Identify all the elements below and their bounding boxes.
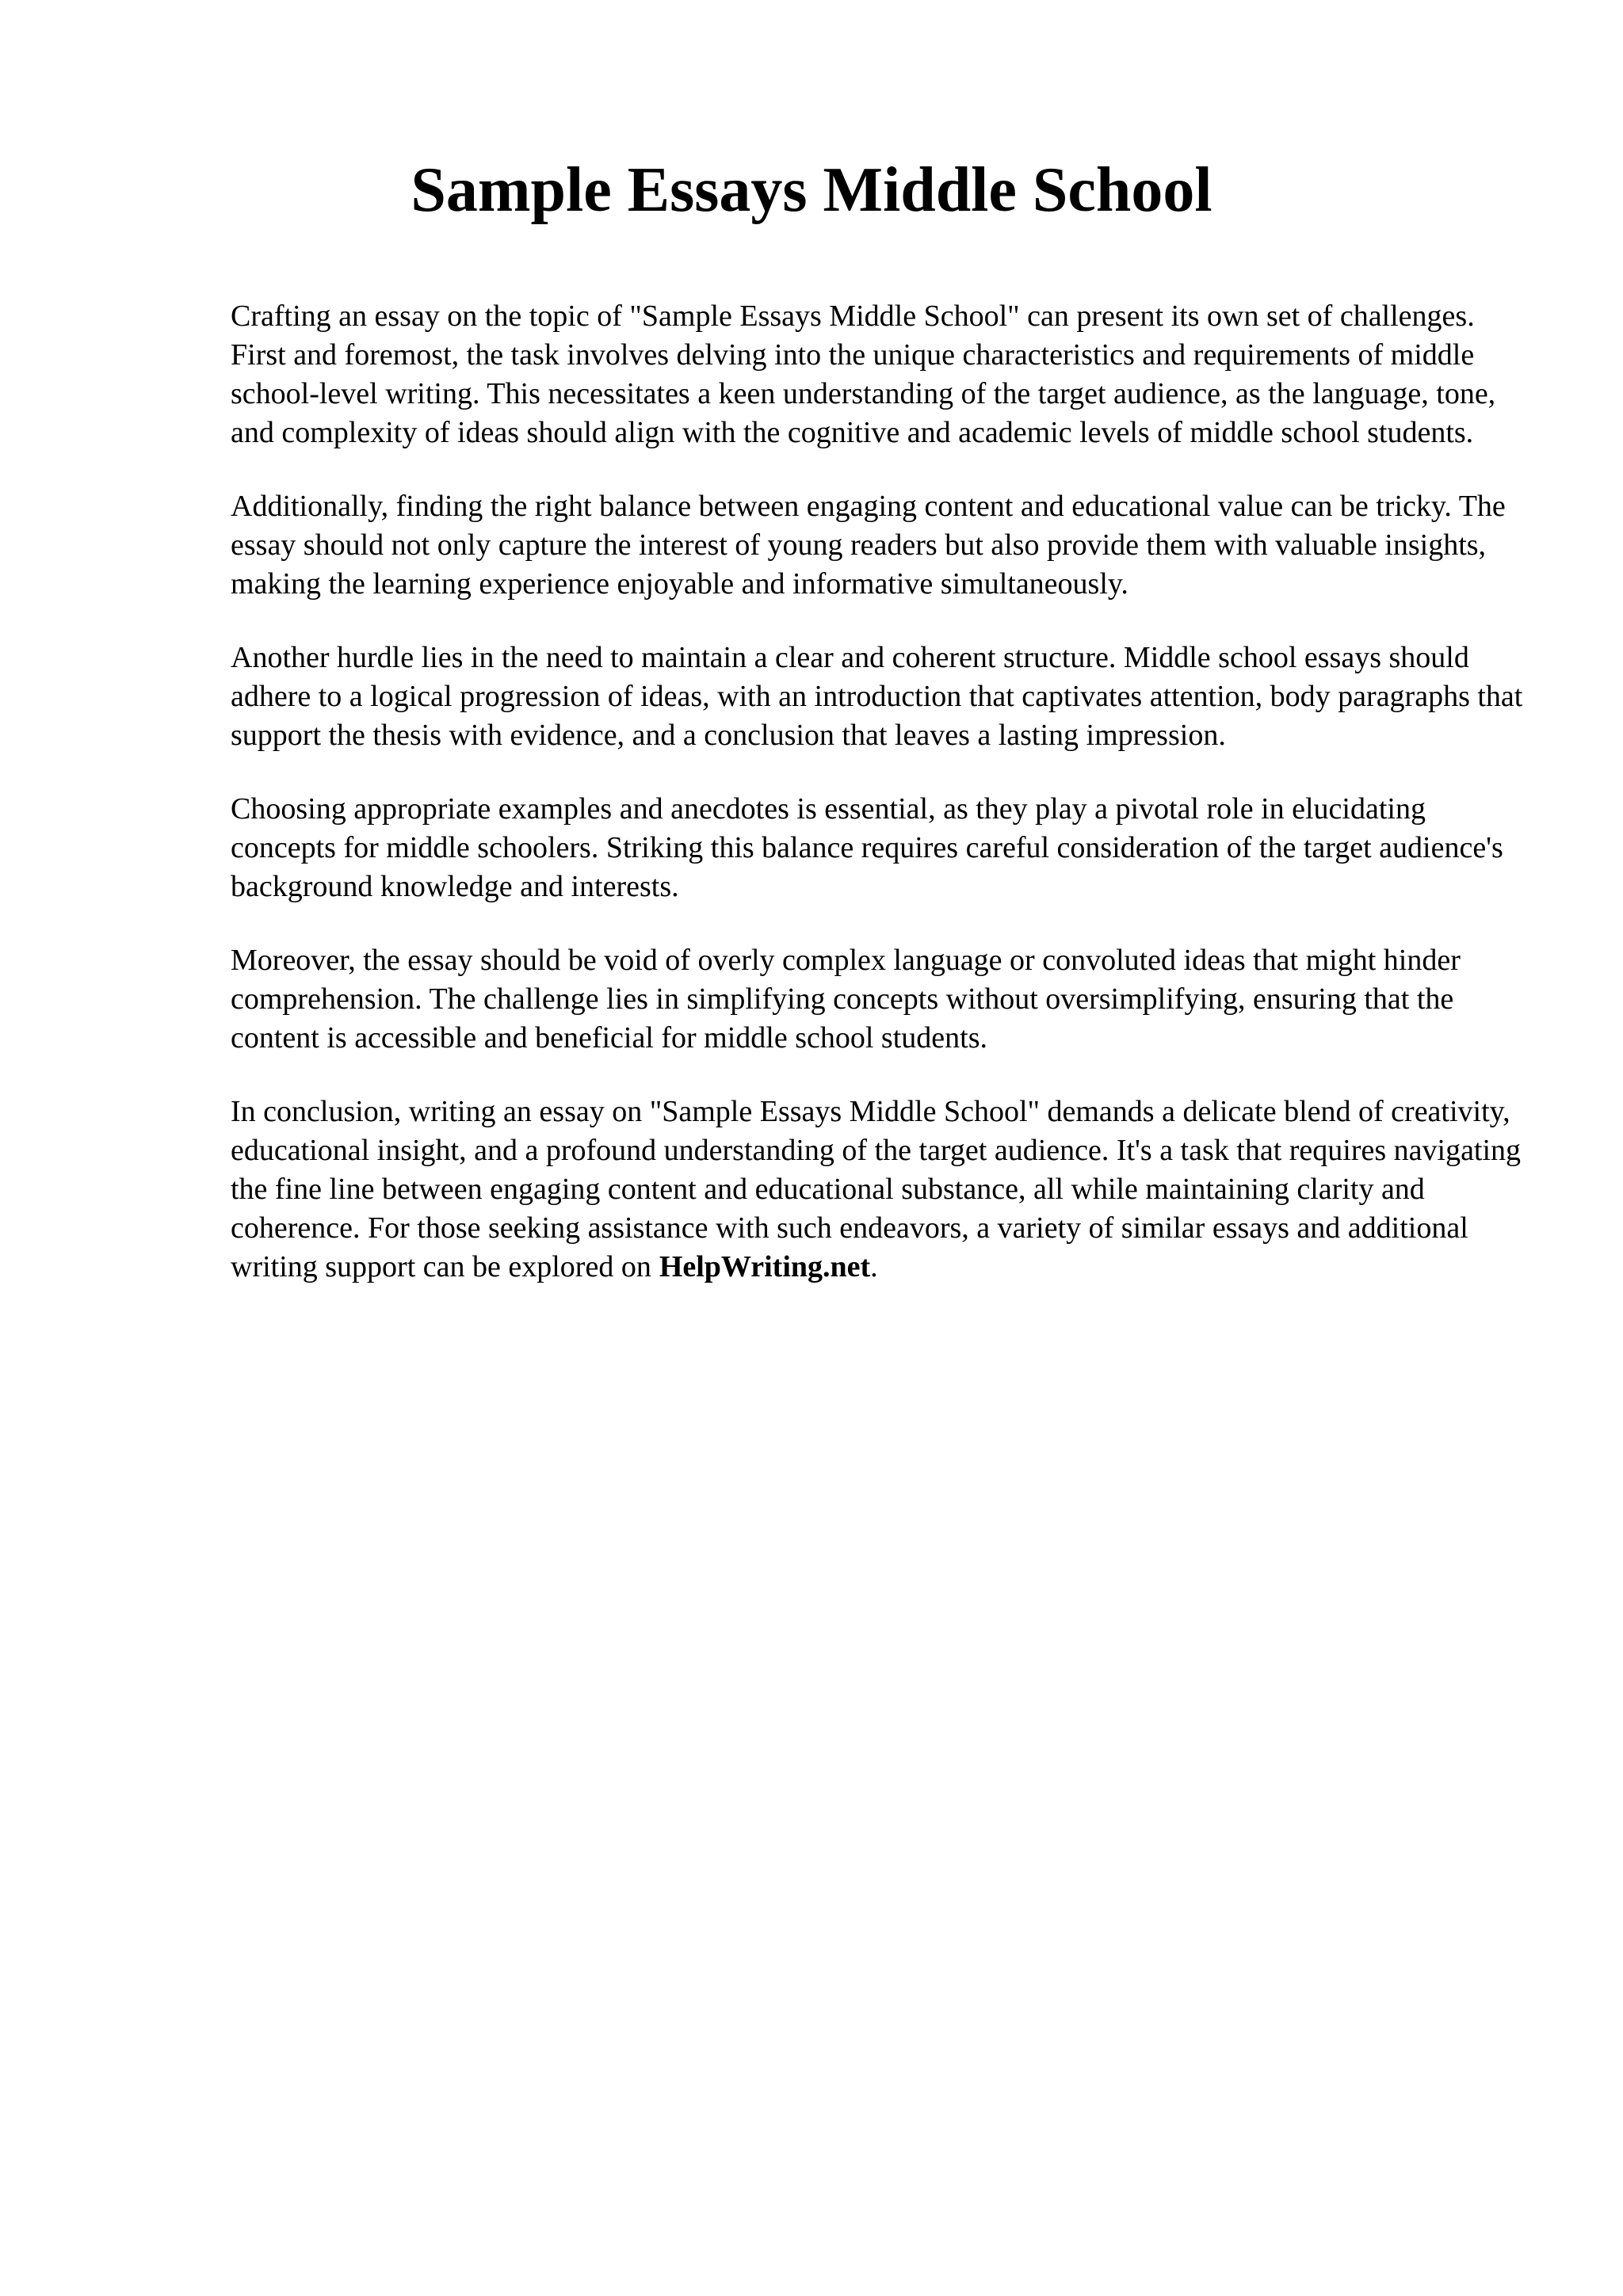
paragraph-1: Crafting an essay on the topic of "Sample Essays Middle School" can present its own set of challenges. First and foremost, the task involves delving into the unique characteristics and requirements of middle school-level writing. This necessitates a keen understanding of the target audience, as the language, tone, and complexity of ideas should align with the cognitive and academic levels of middle school students.	[231, 299, 1496, 449]
page-title: Sample Essays Middle School	[411, 155, 1212, 225]
paragraph-3: Another hurdle lies in the need to maintain a clear and coherent structure. Middle school essays should adhere to a logical progression of ideas, with an introduction that captivates attention, body paragraphs that support the thesis with evidence, and a conclusion that leaves a lasting impression.	[231, 641, 1523, 752]
paragraph-2: Additionally, finding the right balance between engaging content and educational value can be tricky. The essay should not only capture the interest of young readers but also provide them with valuable insights, making the learning experience enjoyable and informative simultaneously.	[231, 490, 1506, 601]
helpwriting-link[interactable]: HelpWriting.net	[659, 1250, 871, 1283]
conclusion-period: .	[870, 1250, 878, 1283]
paragraph-5: Moreover, the essay should be void of overly complex language or convoluted ideas that might hinder comprehension. The challenge lies in simplifying concepts without oversimplifying, ensuring that the content is accessible and beneficial for middle school students.	[231, 944, 1461, 1055]
essay-body	[231, 297, 1530, 1322]
paragraph-4: Choosing appropriate examples and anecdotes is essential, as they play a pivotal role in elucidating concepts for middle schoolers. Striking this balance requires careful consideration of the target audience's background knowledge and interests.	[231, 792, 1503, 903]
paragraph-conclusion	[231, 1093, 1530, 1287]
conclusion-text: In conclusion, writing an essay on "Sample Essays Middle School" demands a delicate blend of creativity, educational insight, and a profound understanding of the target audience. It's a task that requires navigating the fine line between engaging content and educational substance, all while maintaining clarity and coherence. For those seeking assistance with such endeavors, a variety of similar essays and additional writing support can be explored on	[231, 1095, 1522, 1283]
